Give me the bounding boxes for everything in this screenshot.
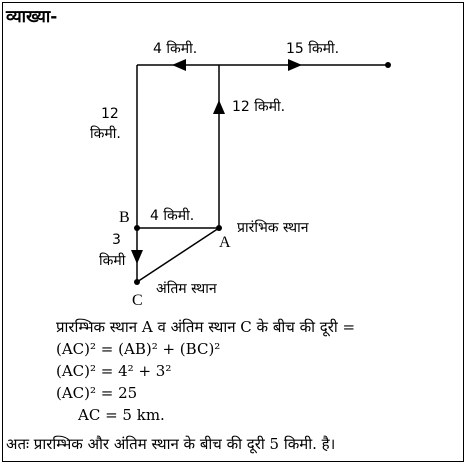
label-end-place: अंतिम स्थान [156,281,217,297]
point-b-label: B [119,209,130,226]
point-a-label: A [219,234,231,251]
point-a-dot [216,225,222,231]
label-ab-distance: 4 किमी. [150,208,195,224]
arrow-west-icon [172,59,186,71]
arrow-south-icon [131,250,143,264]
label-top-left-distance: 4 किमी. [153,41,198,57]
label-west-distance-unit: किमी. [90,126,121,142]
label-bc-number: 3 [112,232,121,248]
explanation-heading: व्याख्या- [6,7,58,27]
label-bc-unit: किमी [99,253,126,269]
label-north-distance: 12 किमी. [232,99,286,115]
solution-conclusion: अतः प्रारम्भिक और अंतिम स्थान के बीच की दूरी 5 किमी. है। [6,435,336,453]
far-end-point [385,62,391,68]
arrow-north-icon [213,100,225,114]
point-c-label: C [132,292,143,309]
solution-steps [56,316,355,426]
solution-line-5: AC = 5 km. [78,406,165,424]
label-top-right-distance: 15 किमी. [286,41,340,57]
label-west-distance-number: 12 [101,106,119,122]
solution-line-4: (AC)² = 25 [56,384,138,402]
point-b-dot [134,225,140,231]
point-c-dot [134,279,140,285]
solution-line-1: प्रारम्भिक स्थान A व अंतिम स्थान C के बीच की दूरी = [56,318,356,336]
label-start-place: प्रारंभिक स्थान [237,220,309,236]
solution-line-2: (AC)² = (AB)² + (BC)² [56,340,221,358]
solution-line-3: (AC)² = 4² + 3² [56,362,172,380]
arrow-east-icon [288,59,302,71]
segment-ac [137,228,219,282]
